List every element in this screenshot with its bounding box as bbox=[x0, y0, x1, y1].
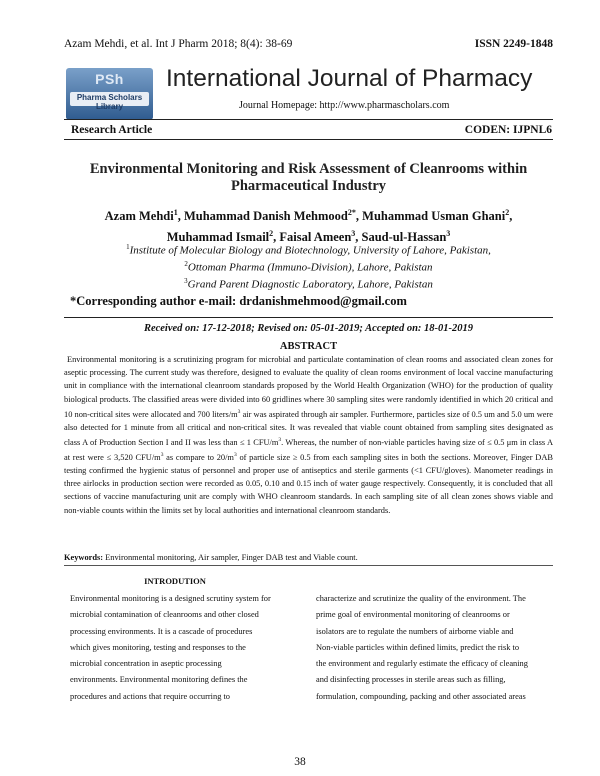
coden: CODEN: IJPNL6 bbox=[464, 124, 552, 136]
author-sup: 2* bbox=[347, 208, 356, 217]
logo-mark: PSh bbox=[95, 71, 124, 87]
author-sup: 1 bbox=[173, 208, 178, 217]
running-header-citation: Azam Mehdi, et al. Int J Pharm 2018; 8(4): 38-69 bbox=[64, 38, 293, 50]
text-line: environments. Environmental monitoring defines the bbox=[70, 675, 248, 685]
header-rule-bottom bbox=[64, 139, 553, 140]
journal-title: International Journal of Pharmacy bbox=[166, 65, 533, 92]
author-name: Muhammad Danish Mehmood bbox=[183, 209, 348, 224]
header-rule-top bbox=[64, 119, 553, 120]
author-name: Saud-ul-Hassan bbox=[361, 230, 447, 245]
text-line: Environmental monitoring is a designed scrutiny system for bbox=[70, 594, 271, 603]
text-line: procedures and actions that require occurring to bbox=[70, 691, 230, 701]
issn: ISSN 2249-1848 bbox=[474, 38, 553, 50]
text-line: microbial contamination of cleanrooms and other closed bbox=[70, 610, 259, 620]
introduction-left-column bbox=[70, 591, 287, 705]
author-name: Azam Mehdi bbox=[104, 209, 174, 224]
article-title: Environmental Monitoring and Risk Assessment of Cleanrooms within Pharmaceutical Industry bbox=[89, 161, 528, 194]
text-line: prime goal of environmental monitoring of cleanrooms or bbox=[316, 610, 510, 620]
text-line: processing environments. It is a cascade of procedures bbox=[70, 626, 253, 636]
text-line: and disinfecting processes in sterile areas such as filling, bbox=[316, 675, 506, 685]
text-line: the environment and regularly estimate the efficacy of cleaning bbox=[316, 659, 528, 669]
corresponding-author: *Corresponding author e-mail: drdanishmehmood@gmail.com bbox=[70, 294, 407, 308]
introduction-right-column bbox=[316, 591, 540, 705]
text-line: formulation, compounding, packing and other associated areas bbox=[316, 691, 526, 701]
text-line: microbial concentration in aseptic processing bbox=[70, 659, 222, 669]
keywords-rule bbox=[64, 565, 553, 566]
dates-rule bbox=[64, 317, 553, 318]
affiliation: $^1$Institute of Molecular Biology and Biotechnology, University of Lahore, Pakistan, bbox=[126, 243, 491, 257]
author-name: Muhammad Ismail bbox=[166, 230, 270, 245]
author-name: Muhammad Usman Ghani bbox=[362, 209, 506, 224]
page-number: 38 bbox=[294, 756, 306, 768]
affiliation: $^3$Grand Parent Diagnostic Laboratory, Lahore, Pakistan bbox=[184, 277, 433, 291]
abstract-body: Environmental monitoring is a scrutinizing program for microbial and particulate contamination of clean rooms and associated clean zones for aseptic processing. The current study was therefore, designed to evaluate the quality of clean rooms environment of local vaccine manufacturing unit in compliance with the international cleanroom standards proposed by the World Health Organization (WHO) for the production of quality biological products. The classified areas were divided into 60 gridlines where 30 sampling sites were randomly identified in which 20 critical and 10 non-critical sites were allocated and 700 liters/$m^3$ air was aspirated through air sampler. Furthermore, particles size of 0.5 um and 5.0 um were also detected for 1 minute from all critical and non-critical sites. It was revealed that viable count obtained from sampling sites designated as class A of Production Section I and II was less than ≤ 1 CFU/$m^3$. Whereas, the number of non-viable particles having size of ≤ 0.5 μm in class A at rest were ≤ 3,520 CFU/$m^3$ as compare to $20/m^3$ of particle size ≥ 0.5 from each sampling sites in both the sections. Moreover, Finger DAB testing confirmed the hygienic status of personnel and proper use of antiseptics and sterile garments (<1 CFU/gloves). Manometer readings in three airlocks in production section were recorded as 0.05, 0.10 and 0.15 inch of water gauge respectively. Consequently, it is concluded that all sections of vaccine manufacturing unit are comply with WHO cleanroom standards. In each sampling site of all clean zones shows viable and non-viable counts within the limits set by local authorities and international cleanroom standards. bbox=[64, 355, 554, 515]
keywords: Keywords: Environmental monitoring, Air sampler, Finger DAB test and Viable count. bbox=[64, 553, 358, 562]
journal-logo bbox=[66, 68, 153, 120]
logo-subtitle: Pharma Scholars Library bbox=[76, 93, 143, 111]
author-name: Faisal Ameen bbox=[279, 230, 352, 245]
section-heading-introduction: INTRODUTION bbox=[144, 576, 206, 586]
affiliations bbox=[64, 241, 553, 292]
text-line: which gives monitoring, testing and responses to the bbox=[70, 642, 246, 652]
author-list: Azam Mehdi$^1$, Muhammad Danish Mehmood$^{2*}$, Muhammad Usman Ghani$^2$, Muhammad Ismail$^2$, Faisal Ameen$^3$, Saud-ul-Hassan$^3$ bbox=[104, 208, 513, 245]
affiliation: $^2$Ottoman Pharma (Immuno-Division), Lahore, Pakistan bbox=[184, 260, 433, 274]
article-dates: Received on: 17-12-2018; Revised on: 05-01-2019; Accepted on: 18-01-2019 bbox=[143, 323, 474, 334]
text-line: characterize and scrutinize the quality of the environment. The bbox=[316, 594, 526, 603]
text-line: Non-viable particles within defined limits, predict the risk to bbox=[316, 642, 520, 652]
author-sup: 2 bbox=[269, 229, 274, 239]
abstract-heading: ABSTRACT bbox=[279, 341, 338, 352]
text-line: isolators are to regulate the numbers of airborne viable and bbox=[316, 626, 514, 636]
author-sup: 3 bbox=[446, 229, 451, 239]
author-sup: 2 bbox=[505, 208, 510, 217]
author-sup: 3 bbox=[351, 229, 356, 239]
journal-homepage: Journal Homepage: http://www.pharmascholars.com bbox=[239, 100, 450, 111]
article-type: Research Article bbox=[71, 124, 153, 136]
